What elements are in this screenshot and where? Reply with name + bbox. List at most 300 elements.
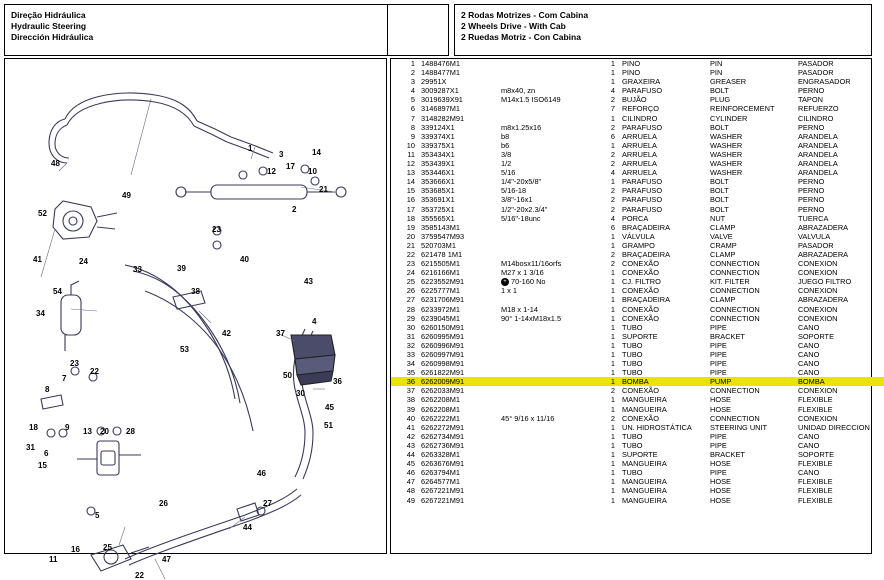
row-desc-es: FLEXIBLE (798, 477, 833, 487)
parts-table[interactable] (390, 58, 872, 554)
callout-42: 42 (222, 329, 231, 338)
row-quantity: 1 (610, 77, 615, 87)
row-spec: M14bosx11/16orfs (501, 259, 562, 269)
row-desc-pt: BRAÇADEIRA (622, 249, 671, 259)
table-row[interactable] (391, 77, 884, 86)
table-row[interactable] (391, 386, 884, 395)
row-desc-en: BRACKET (710, 450, 745, 460)
row-desc-es: FLEXIBLE (798, 395, 833, 405)
row-desc-en: HOSE (710, 395, 731, 405)
row-spec: 5/16-18 (501, 186, 527, 196)
row-quantity: 1 (610, 313, 615, 323)
row-desc-es: CANO (798, 368, 820, 378)
row-part-number: 6260997M91 (421, 350, 465, 359)
row-desc-en: WASHER (710, 168, 743, 178)
row-desc-es: ABRAZADERA (798, 249, 849, 259)
row-spec (499, 104, 593, 113)
row-desc-pt: ARRUELA (622, 159, 657, 169)
row-spec (499, 377, 593, 386)
table-row[interactable] (391, 259, 884, 268)
row-spec (499, 223, 593, 232)
row-spec (499, 59, 593, 68)
callout-25: 25 (103, 543, 112, 552)
row-index: 32 (406, 340, 415, 350)
row-part-number: 6261822M91 (421, 368, 465, 378)
row-desc-pt: MANGUEIRA (622, 486, 667, 496)
row-part-number: 353725X1 (421, 204, 455, 214)
row-desc-es: TAPON (798, 95, 823, 105)
row-desc-es: PERNO (798, 122, 825, 132)
row-spec: 45° 9/16 x 11/16 (501, 413, 555, 423)
row-spec: 1 x 1 (501, 286, 518, 296)
row-quantity: 2 (610, 386, 615, 396)
table-row[interactable] (391, 214, 884, 223)
row-part-number: 353446X1 (421, 168, 455, 178)
row-desc-es: BOMBA (796, 377, 884, 386)
row-desc-en: PIPE (710, 440, 727, 450)
row-index: 18 (406, 213, 415, 223)
row-desc-en: VALVE (710, 231, 733, 241)
header-title-left (4, 4, 449, 56)
row-part-number: 6263676M91 (421, 459, 465, 469)
row-desc-pt: SUPORTE (622, 331, 658, 341)
row-desc-en: CONNECTION (710, 386, 760, 396)
row-desc-pt: ARRUELA (622, 149, 657, 159)
callout-23b: 23 (70, 359, 79, 368)
row-quantity: 1 (610, 459, 615, 469)
row-desc-pt: VÁLVULA (622, 231, 655, 241)
header (4, 4, 872, 56)
table-row[interactable] (391, 305, 884, 314)
table-row[interactable] (391, 423, 884, 432)
row-desc-en: PIPE (710, 368, 727, 378)
table-row[interactable] (391, 432, 884, 441)
header-subtitle-right (454, 4, 872, 56)
table-row[interactable] (391, 205, 884, 214)
table-row[interactable] (391, 86, 884, 95)
row-desc-pt: MANGUEIRA (622, 459, 667, 469)
row-desc-es: PERNO (798, 186, 825, 196)
row-desc-es: TUERCA (798, 213, 829, 223)
callout-45: 45 (325, 403, 334, 412)
row-spec: 90° 1-14xM18x1.5 (501, 313, 562, 323)
table-row[interactable] (391, 323, 884, 332)
table-row[interactable] (391, 286, 884, 295)
row-spec (499, 241, 593, 250)
table-row[interactable] (391, 268, 884, 277)
row-spec (499, 432, 593, 441)
row-desc-pt: TUBO (622, 431, 643, 441)
table-row[interactable] (391, 177, 884, 186)
table-row[interactable] (391, 414, 884, 423)
row-spec (499, 395, 593, 404)
callout-38: 38 (191, 287, 200, 296)
row-part-number: 6260150M91 (421, 322, 465, 332)
table-row[interactable] (391, 132, 884, 141)
row-desc-pt: CONEXÃO (622, 386, 659, 396)
row-desc-es: CONEXION (798, 413, 838, 423)
row-desc-es: CILINDRO (798, 113, 834, 123)
table-row[interactable] (391, 350, 884, 359)
row-quantity: 2 (610, 195, 615, 205)
row-quantity: 2 (610, 95, 615, 105)
row-spec: + 70-160 No (499, 277, 593, 286)
row-desc-pt: PARAFUSO (622, 195, 663, 205)
row-part-number: 6260995M91 (421, 331, 465, 341)
row-index: 39 (406, 404, 415, 414)
row-index: 40 (406, 413, 415, 423)
row-quantity: 1 (610, 68, 615, 78)
row-quantity: 2 (610, 159, 615, 169)
row-desc-pt: TUBO (622, 322, 643, 332)
row-quantity: 4 (610, 86, 615, 96)
row-desc-en: PIPE (710, 340, 727, 350)
row-desc-en: REINFORCEMENT (710, 104, 775, 114)
row-index: 6 (410, 104, 415, 114)
row-index: 21 (406, 240, 415, 250)
table-row[interactable] (391, 95, 884, 104)
row-part-number: 339375X1 (421, 140, 455, 150)
table-row[interactable] (391, 368, 884, 377)
row-part-number: 353434X1 (421, 149, 455, 159)
row-desc-en: HOSE (710, 495, 731, 505)
callout-50: 50 (283, 371, 292, 380)
row-desc-en: PUMP (708, 377, 796, 386)
row-index: 47 (406, 477, 415, 487)
row-spec (499, 386, 593, 395)
table-row[interactable] (391, 114, 884, 123)
row-desc-en: CONNECTION (710, 286, 760, 296)
table-row[interactable] (391, 314, 884, 323)
callout-37: 37 (276, 329, 285, 338)
row-desc-pt: MANGUEIRA (622, 404, 667, 414)
row-spec (499, 405, 593, 414)
row-desc-pt: MANGUEIRA (622, 395, 667, 405)
table-row[interactable] (391, 250, 884, 259)
table-row[interactable] (391, 459, 884, 468)
row-desc-pt: BUJÃO (622, 95, 647, 105)
table-row[interactable] (391, 441, 884, 450)
table-row[interactable] (391, 104, 884, 113)
table-row[interactable] (391, 168, 884, 177)
row-spec: 3/8"-16x1 (501, 195, 533, 205)
row-index: 38 (406, 395, 415, 405)
row-quantity: 2 (610, 249, 615, 259)
hydraulic-steering-diagram (5, 59, 386, 553)
row-desc-en: BOLT (710, 177, 729, 187)
row-quantity: 1 (610, 331, 615, 341)
row-desc-en: HOSE (710, 486, 731, 496)
row-desc-es: CANO (798, 431, 820, 441)
row-desc-en: CLAMP (710, 249, 736, 259)
row-desc-en: BOLT (710, 204, 729, 214)
callout-53: 53 (180, 345, 189, 354)
table-row[interactable] (391, 195, 884, 204)
row-part-number: 6262009M91 (419, 377, 499, 386)
row-part-number: 6260996M91 (421, 340, 465, 350)
row-desc-es: PERNO (798, 177, 825, 187)
row-desc-en: BOLT (710, 86, 729, 96)
callout-12: 12 (267, 167, 276, 176)
row-spec (499, 441, 593, 450)
callout-18: 18 (29, 423, 38, 432)
row-quantity: 1 (610, 286, 615, 296)
callout-10: 10 (308, 167, 317, 176)
row-desc-en: BOLT (710, 122, 729, 132)
row-quantity: 6 (610, 222, 615, 232)
row-desc-es: CONEXION (798, 386, 838, 396)
header-title-en: Hydraulic Steering (11, 21, 87, 31)
row-desc-es: PASADOR (798, 240, 834, 250)
row-index: 17 (406, 204, 415, 214)
callout-23a: 23 (212, 225, 221, 234)
row-quantity: 2 (610, 149, 615, 159)
row-index: 42 (406, 431, 415, 441)
row-desc-en: BOLT (710, 195, 729, 205)
row-part-number: 3019639X91 (421, 95, 463, 105)
row-quantity: 1 (610, 359, 615, 369)
callout-17: 17 (286, 162, 295, 171)
row-desc-es: SOPORTE (798, 450, 835, 460)
callout-33: 33 (133, 265, 142, 274)
callout-49: 49 (122, 191, 131, 200)
row-quantity: 1 (610, 268, 615, 278)
row-part-number: 3146897M1 (421, 104, 461, 114)
row-index: 28 (406, 304, 415, 314)
row-quantity: 1 (610, 350, 615, 359)
row-part-number: 6267221M91 (421, 486, 465, 496)
row-index: 9 (410, 131, 415, 141)
row-desc-es: CONEXION (798, 259, 838, 269)
row-index: 19 (406, 222, 415, 232)
row-desc-pt: PINO (622, 59, 641, 68)
table-row[interactable] (391, 150, 884, 159)
table-row[interactable] (391, 496, 884, 505)
row-desc-en: WASHER (710, 149, 743, 159)
row-index: 5 (410, 95, 415, 105)
row-desc-en: KIT. FILTER (710, 277, 750, 287)
row-desc-es: REFUERZO (798, 104, 839, 114)
row-desc-pt: UN. HIDROSTÁTICA (622, 422, 692, 432)
row-desc-pt: TUBO (622, 340, 643, 350)
row-index: 14 (406, 177, 415, 187)
table-row[interactable] (391, 377, 884, 386)
row-index: 44 (406, 450, 415, 460)
row-quantity: 2 (610, 186, 615, 196)
row-desc-pt: BRAÇADEIRA (622, 295, 671, 305)
row-desc-pt: CJ. FILTRO (622, 277, 661, 287)
row-desc-en: BOLT (710, 186, 729, 196)
row-index: 4 (410, 86, 415, 96)
row-desc-es: CANO (798, 322, 820, 332)
row-desc-pt: CONEXÃO (622, 286, 659, 296)
row-desc-es: PERNO (798, 195, 825, 205)
row-desc-pt: PARAFUSO (622, 86, 663, 96)
row-desc-es: CANO (798, 468, 820, 478)
row-spec (499, 468, 593, 477)
row-quantity: 1 (610, 468, 615, 478)
table-row[interactable] (391, 468, 884, 477)
table-row[interactable] (391, 359, 884, 368)
row-desc-pt: CONEXÃO (622, 304, 659, 314)
row-desc-pt: PARAFUSO (622, 186, 663, 196)
row-part-number: 6262734M91 (421, 431, 465, 441)
row-part-number: 339124X1 (421, 122, 455, 132)
row-desc-pt: ARRUELA (622, 131, 657, 141)
row-part-number: 1488476M1 (421, 59, 461, 68)
row-desc-es: CONEXION (798, 286, 838, 296)
row-quantity: 1 (610, 231, 615, 241)
row-desc-es: UNIDAD DIRECCION (798, 422, 870, 432)
row-part-number: 6264577M1 (421, 477, 461, 487)
row-spec: m8x40, zn (501, 86, 536, 96)
row-part-number: 621478 1M1 (421, 249, 463, 259)
table-row[interactable] (391, 241, 884, 250)
row-index: 48 (406, 486, 415, 496)
row-desc-en: STEERING UNIT (710, 422, 768, 432)
row-desc-en: WASHER (710, 131, 743, 141)
row-desc-pt: ARRUELA (622, 140, 657, 150)
callout-41: 41 (33, 255, 42, 264)
callout-8: 8 (45, 385, 50, 394)
table-row[interactable] (391, 332, 884, 341)
row-index: 8 (410, 122, 415, 132)
row-part-number: 29951X (421, 77, 447, 87)
row-desc-en: HOSE (710, 404, 731, 414)
row-index: 45 (406, 459, 415, 469)
row-spec: b8 (501, 131, 510, 141)
table-row[interactable] (391, 68, 884, 77)
row-quantity: 6 (610, 131, 615, 141)
callout-14: 14 (312, 148, 321, 157)
row-desc-es: CANO (798, 350, 820, 359)
row-index: 26 (406, 286, 415, 296)
row-desc-pt: SUPORTE (622, 450, 658, 460)
row-desc-en: HOSE (710, 477, 731, 487)
row-desc-pt: PARAFUSO (622, 122, 663, 132)
row-spec (499, 423, 593, 432)
row-spec: M27 x 1 3/16 (501, 268, 544, 278)
table-row[interactable] (391, 232, 884, 241)
row-index: 12 (406, 159, 415, 169)
callout-22a: 22 (90, 367, 99, 376)
row-desc-en: CONNECTION (710, 413, 760, 423)
row-desc-pt: BRAÇADEIRA (622, 222, 671, 232)
callout-36: 36 (333, 377, 342, 386)
header-title-es: Dirección Hidráulica (11, 32, 94, 42)
row-desc-es: ENGRASADOR (798, 77, 851, 87)
table-row[interactable] (391, 159, 884, 168)
row-index: 41 (406, 422, 415, 432)
row-desc-es: CANO (798, 340, 820, 350)
row-index: 1 (410, 59, 415, 68)
header-title-pt: Direção Hidráulica (11, 10, 86, 20)
table-row[interactable] (391, 141, 884, 150)
row-desc-pt: CONEXÃO (622, 413, 659, 423)
row-part-number: 6262208M1 (421, 395, 461, 405)
row-spec: 3/8 (501, 149, 512, 159)
row-desc-es: FLEXIBLE (798, 404, 833, 414)
callout-47: 47 (162, 555, 171, 564)
row-part-number: 6262736M91 (421, 440, 465, 450)
table-row[interactable] (391, 59, 884, 68)
row-desc-es: SOPORTE (798, 331, 835, 341)
table-row[interactable] (391, 123, 884, 132)
row-index: 25 (406, 277, 415, 287)
callout-21: 21 (319, 185, 328, 194)
row-spec (499, 68, 593, 77)
row-desc-en: PIPE (710, 359, 727, 369)
filter-marker-icon: + (501, 278, 509, 286)
row-quantity: 1 (610, 477, 615, 487)
row-quantity: 1 (610, 59, 615, 68)
row-desc-pt: PARAFUSO (622, 177, 663, 187)
row-index: 29 (406, 313, 415, 323)
row-desc-es: ABRAZADERA (798, 295, 849, 305)
row-quantity: 4 (610, 213, 615, 223)
callout-48: 48 (51, 159, 60, 168)
table-row[interactable] (391, 295, 884, 304)
row-part-number: 6267221M91 (421, 495, 465, 505)
row-part-number: 6216166M1 (421, 268, 461, 278)
row-quantity: 1 (610, 368, 615, 378)
table-row[interactable] (391, 450, 884, 459)
row-spec: 5/16 (501, 168, 516, 178)
row-desc-es: ARANDELA (798, 149, 838, 159)
row-quantity: 2 (610, 413, 615, 423)
row-quantity: 1 (610, 422, 615, 432)
row-desc-en: PLUG (710, 95, 731, 105)
row-desc-pt: PARAFUSO (622, 204, 663, 214)
row-index: 2 (410, 68, 415, 78)
row-index: 24 (406, 268, 415, 278)
callout-7: 7 (62, 374, 67, 383)
row-desc-en: NUT (710, 213, 726, 223)
row-spec (499, 323, 593, 332)
callout-5: 5 (95, 511, 100, 520)
table-row[interactable] (391, 223, 884, 232)
row-part-number: 6233972M1 (421, 304, 461, 314)
row-quantity: 1 (610, 495, 615, 505)
row-spec: 1/4"-20x5/8" (501, 177, 542, 187)
row-quantity: 2 (610, 204, 615, 214)
row-spec (499, 368, 593, 377)
row-index: 27 (406, 295, 415, 305)
row-index: 36 (391, 377, 419, 386)
row-desc-pt: MANGUEIRA (622, 495, 667, 505)
row-index: 10 (406, 140, 415, 150)
table-row[interactable] (391, 486, 884, 495)
row-desc-pt: GRAXEIRA (622, 77, 661, 87)
row-part-number: 6263794M1 (421, 468, 461, 478)
callout-39: 39 (177, 264, 186, 273)
table-row[interactable] (391, 341, 884, 350)
row-desc-pt: BOMBA (620, 377, 708, 386)
table-row[interactable] (391, 405, 884, 414)
table-row[interactable] (391, 186, 884, 195)
row-spec (499, 232, 593, 241)
callout-22b: 22 (135, 571, 144, 580)
table-row[interactable] (391, 477, 884, 486)
table-row[interactable] (391, 277, 884, 286)
callout-28: 28 (126, 427, 135, 436)
row-index: 11 (407, 149, 415, 159)
row-desc-es: PASADOR (798, 59, 834, 68)
row-desc-pt: PINO (622, 68, 641, 78)
row-desc-en: PIPE (710, 468, 727, 478)
row-part-number: 339374X1 (421, 131, 455, 141)
table-row[interactable] (391, 395, 884, 404)
